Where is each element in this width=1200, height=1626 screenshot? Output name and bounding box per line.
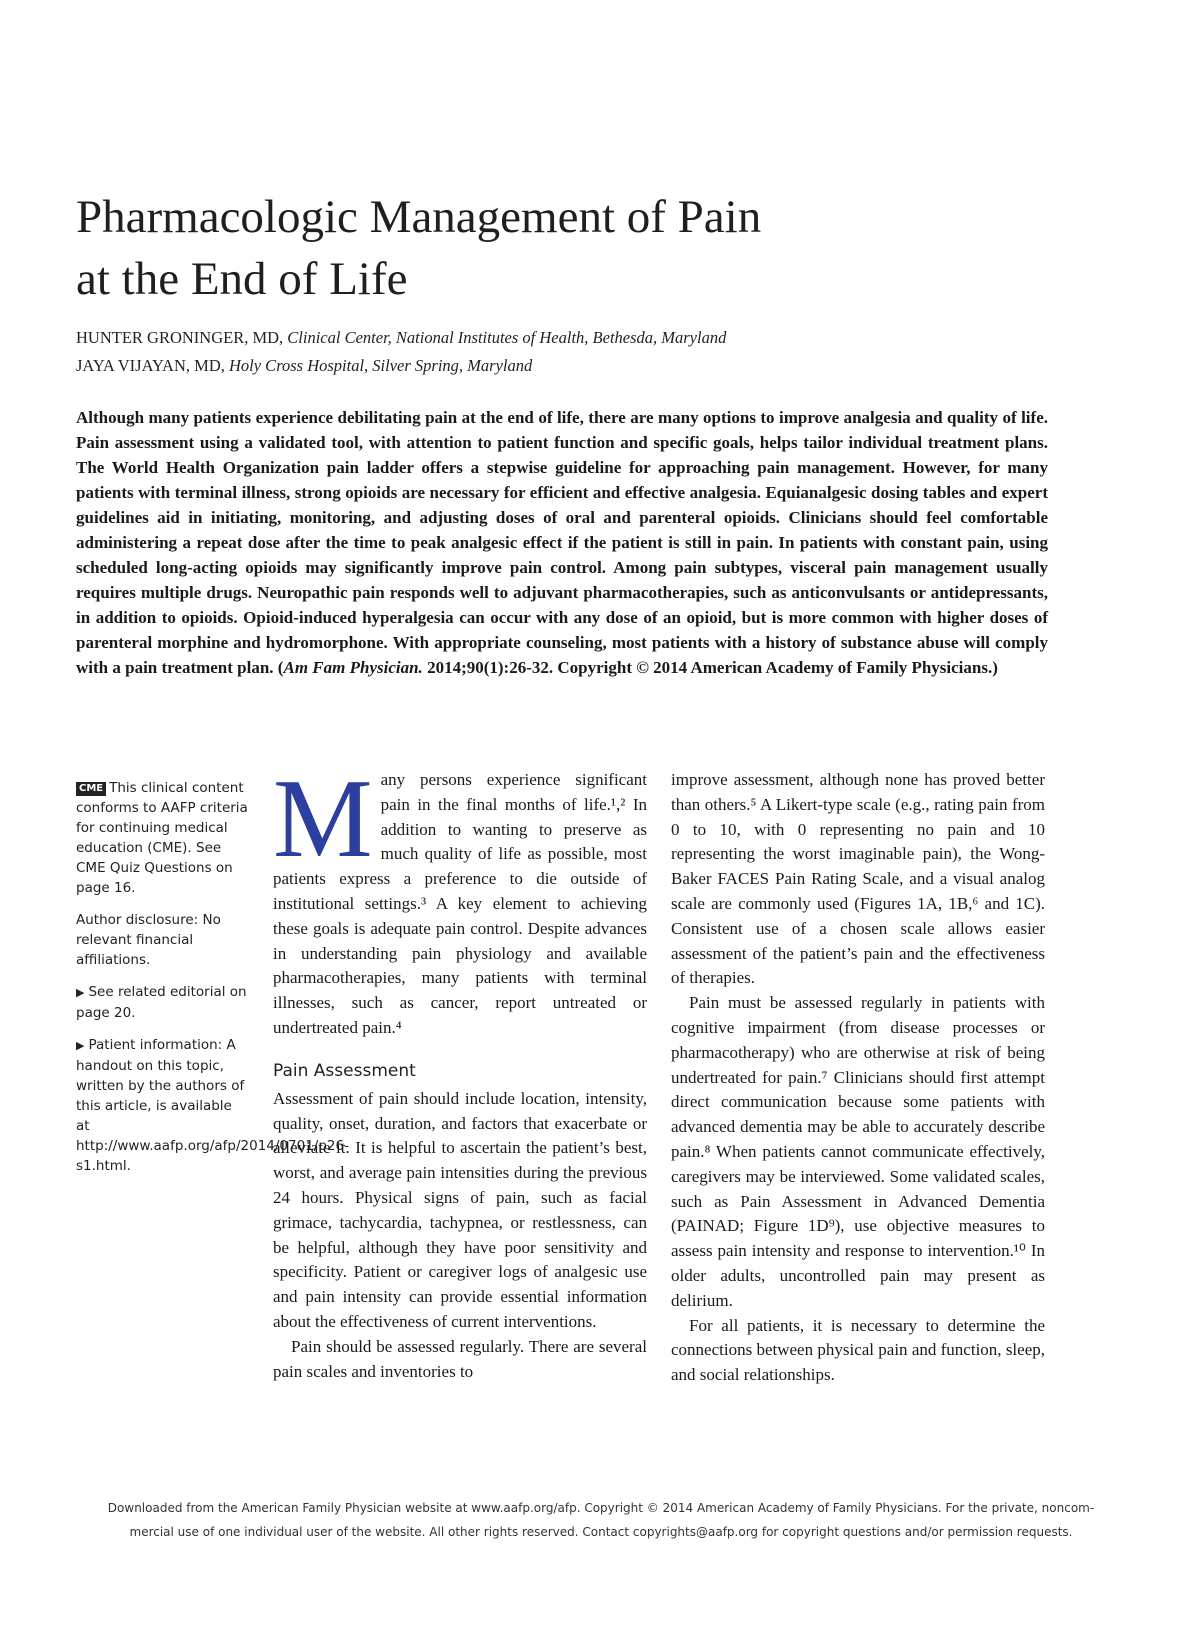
drop-cap: M [273, 757, 373, 881]
editorial-link[interactable]: See related editorial on page 20. [76, 984, 247, 1021]
abstract [76, 405, 1048, 680]
author-2-name: JAYA VIJAYAN, MD, [76, 356, 229, 375]
body-paragraph: Pain should be assessed regularly. There are several pain scales and inventories to [273, 1336, 647, 1381]
patient-info-text[interactable]: Patient information: A handout on this topic, written by the authors of this article, is available at http://www.aafp.org/afp/2014/0701/p26-s1.html. [76, 1037, 349, 1174]
cme-badge: CME [76, 782, 106, 796]
body-paragraph: Pain must be assessed regularly in patients with cognitive impairment (from disease processes or pharmacotherapy) who are otherwise at risk of being undertreated for pain.⁷ Clinicians should first attempt direct communication because some patients with advanced dementia may be able to accurately describe pain.⁸ When patients cannot communicate effectively, caregivers may be interviewed. Some validated scales, such as Pain Assessment in Advanced Dementia (PAINAD; Figure 1D⁹), use objective measures to assess pain intensity and response to intervention.¹⁰ In older adults, uncontrolled pain may present as delirium. [671, 993, 1045, 1310]
title-line-2: at the End of Life [76, 253, 408, 305]
abstract-citation: Am Fam Physician. [283, 658, 423, 677]
body-paragraph: For all patients, it is necessary to determine the connections between physical pain and function, sleep, and social relationships. [671, 1315, 1045, 1385]
abstract-text: Although many patients experience debilitating pain at the end of life, there are many options to improve analgesia and quality of life. Pain assessment using a validated tool, with attention to patient function and specific goals, helps tailor individual treatment plans. The World Health Organization pain ladder offers a stepwise guideline for approaching pain management. However, for many patients with terminal illness, strong opioids are necessary for efficient and effective analgesia. Equianalgesic dosing tables and expert guidelines aid in initiating, monitoring, and adjusting doses of oral and parenteral opioids. Clinicians should feel comfortable administering a repeat dose after the time to peak analgesic effect if the patient is still in pain. In patients with constant pain, using scheduled long-acting opioids may significantly improve pain control. Among pain subtypes, visceral pain management usually requires multiple drugs. Neuropathic pain responds well to adjuvant pharmacotherapies, such as anticonvulsants or antidepressants, in addition to opioids. Opioid-induced hyperalgesia can occur with any dose of an opioid, but is more common with higher doses of parenteral morphine and hydromorphone. With appropriate counseling, most patients with a history of substance abuse will comply with a pain treatment plan. ( [76, 408, 1048, 677]
author-disclosure: Author disclosure: No relevant financial affiliations. [76, 912, 221, 968]
abstract-copyright: 2014;90(1):26-32. Copyright © 2014 American Academy of Family Physicians.) [422, 658, 998, 677]
triangle-bullet-icon: ▶ [76, 986, 85, 999]
title-line-1: Pharmacologic Management of Pain [76, 191, 762, 243]
author-2-affiliation: Holy Cross Hospital, Silver Spring, Maryland [228, 356, 533, 375]
article-title [76, 186, 1076, 310]
body-paragraph: Assessment of pain should include location, intensity, quality, onset, duration, and factors that exacerbate or alleviate it. It is helpful to ascertain the patient’s best, worst, and average pain intensities during the previous 24 hours. Physical signs of pain, such as facial grimace, tachycardia, tachypnea, or restlessness, can be helpful, although they have poor sensitivity and specificity. Patient or caregiver logs of analgesic use and pain intensity can provide essential information about the effectiveness of current interventions. [273, 1088, 647, 1331]
triangle-bullet-icon: ▶ [76, 1039, 85, 1052]
editorial-note [76, 982, 248, 1023]
section-heading: Pain Assessment [273, 1060, 416, 1081]
footer-line-2: mercial use of one individual user of the website. All other rights reserved. Contact copyrights@aafp.org for copyright questions and/or permission requests. [129, 1525, 1073, 1539]
body-column-2 [671, 768, 1045, 1388]
cme-text: This clinical content conforms to AAFP criteria for continuing medical education (CME). See CME Quiz Questions on page 16. [76, 780, 248, 896]
author-list [76, 324, 1126, 380]
intro-text: any persons experience significant pain in the final months of life.¹,² In addition to wanting to preserve as much quality of life as possible, most patients express a preference to die outside of institutional settings.³ A key element to achieving these goals is adequate pain control. Despite advances in understanding pain physiology and available pharmacotherapies, many patients with terminal illnesses, such as cancer, report untreated or undertreated pain.⁴ [273, 770, 647, 1037]
author-1-affiliation: Clinical Center, National Institutes of Health, Bethesda, Maryland [287, 328, 727, 347]
cme-note [76, 778, 248, 898]
body-paragraph: improve assessment, although none has proved better than others.⁵ A Likert-type scale (e.g., rating pain from 0 to 10, with 0 representing no pain and 10 representing the worst imaginable pain), the Wong-Baker FACES Pain Rating Scale, and a visual analog scale are commonly used (Figures 1A, 1B,⁶ and 1C). Consistent use of a chosen scale allows easier assessment of the patient’s pain and the effectiveness of therapies. [671, 770, 1045, 988]
footer-line-1: Downloaded from the American Family Physician website at www.aafp.org/afp. Copyright © 2014 American Academy of Family Physicians. For the private, noncom- [107, 1501, 1095, 1515]
author-1-name: HUNTER GRONINGER, MD, [76, 328, 288, 347]
author-2 [76, 352, 1126, 380]
body-column-1 [273, 757, 647, 1384]
intro-paragraph [273, 757, 647, 1041]
author-1 [76, 324, 1126, 352]
page-footer [76, 1496, 1126, 1544]
